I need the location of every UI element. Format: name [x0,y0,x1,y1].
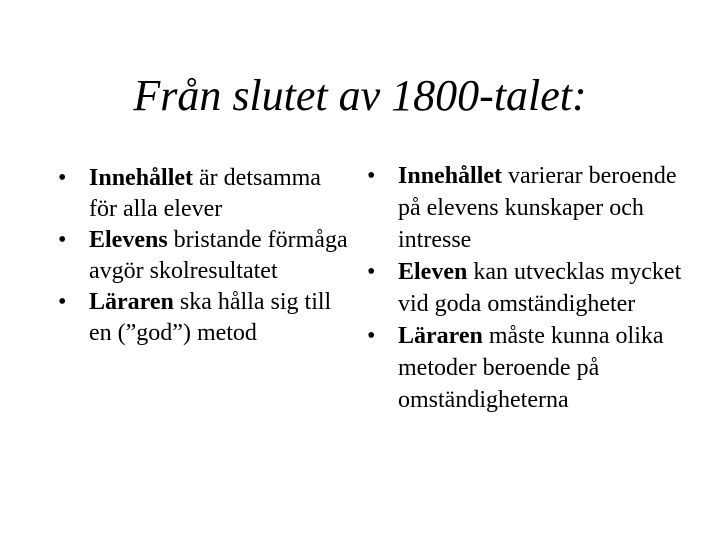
bullet-icon: • [367,323,376,349]
item-keyword: Innehållet [398,163,503,189]
item-keyword: Elevens [89,227,168,253]
item-keyword: Läraren [398,323,483,349]
item-text: bristande förmåga avgör skolresultatet [89,227,348,284]
right-list-item-2 [367,256,697,320]
left-bullet-list [58,163,348,349]
right-list-item-1 [367,160,697,256]
right-list-item-3 [367,320,697,416]
slide-title: Från slutet av 1800-talet: [133,71,587,120]
item-keyword: Läraren [89,289,174,315]
item-keyword: Innehållet [89,165,194,191]
bullet-icon: • [367,163,376,189]
bullet-icon: • [367,259,376,285]
item-text: varierar beroende på elevens kunskaper och intresse [398,163,677,253]
item-text: måste kunna olika metoder beroende på omständigheterna [398,323,664,413]
item-text: ska hålla sig till en (”god”) metod [89,289,332,346]
bullet-icon: • [58,289,67,315]
left-list-item-3 [58,287,348,349]
bullet-icon: • [58,227,67,253]
item-keyword: Eleven [398,259,468,285]
right-bullet-list [367,160,697,416]
left-list-item-2 [58,225,348,287]
left-list-item-1 [58,163,348,225]
item-text: kan utvecklas mycket vid goda omständigheter [398,259,682,317]
bullet-icon: • [58,165,67,191]
item-text: är detsamma för alla elever [89,165,321,222]
